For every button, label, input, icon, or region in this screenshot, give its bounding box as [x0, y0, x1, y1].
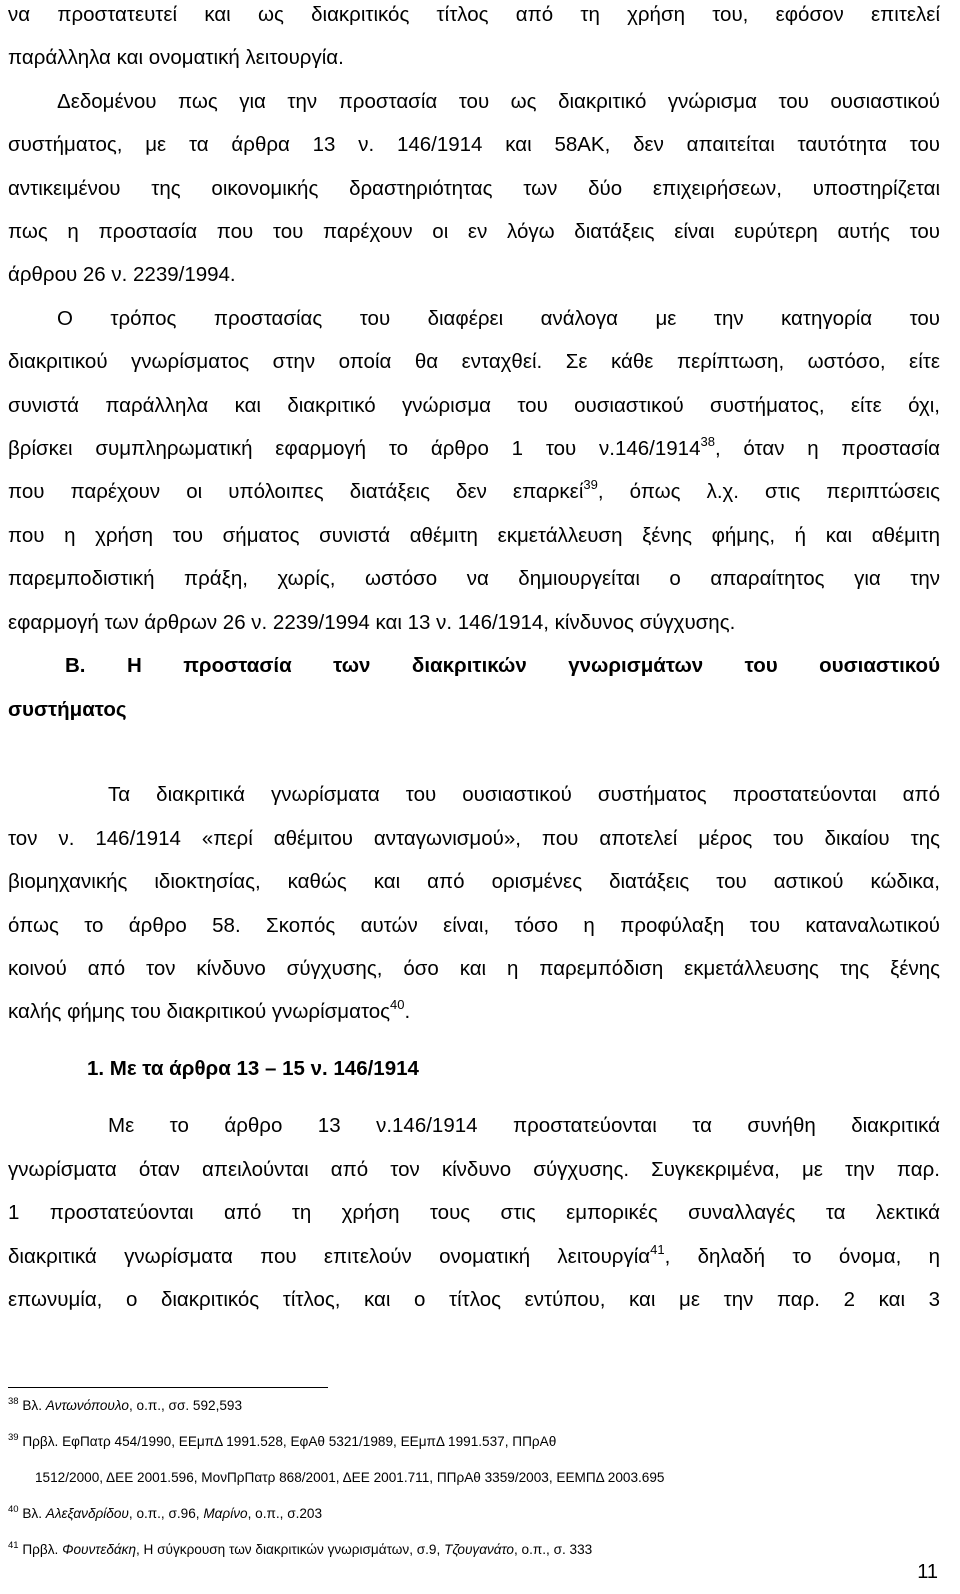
section-heading: Β. Η προστασία των διακριτικών γνωρισμάτων του ουσιαστικού [65, 654, 940, 677]
footnote-ref-41[interactable]: 41 [650, 1242, 665, 1257]
footnote-ref-39[interactable]: 39 [583, 477, 598, 492]
body-text: , όταν η προστασία [714, 437, 941, 460]
footnote-author: Τζουγανάτο [444, 1542, 514, 1557]
footnote-number: 39 [8, 1432, 19, 1443]
footnote-author: Φουντεδάκη [62, 1542, 136, 1557]
body-line: εφαρμογή των άρθρων 26 ν. 2239/1994 και 13 ν. 146/1914, κίνδυνος σύγχυσης. [8, 611, 736, 634]
body-line: συνιστά παράλληλα και διακριτικό γνώρισμα του ουσιαστικού συστήματος, είτε όχι, [8, 394, 940, 417]
footnote-text: , ο.π., σ.96, [128, 1506, 204, 1521]
body-line: Με το άρθρο 13 ν.146/1914 προστατεύονται τα συνήθη διακριτικά [108, 1114, 940, 1137]
body-line: άρθρου 26 ν. 2239/1994. [8, 263, 236, 286]
body-line: τον ν. 146/1914 «περί αθέμιτου ανταγωνισμού», που αποτελεί μέρος του δικαίου της [8, 827, 940, 850]
body-line: συστήματος, με τα άρθρα 13 ν. 146/1914 και 58ΑΚ, δεν απαιτείται ταυτότητα του [8, 133, 940, 156]
footnote-number: 40 [8, 1504, 19, 1515]
body-line [8, 1242, 940, 1269]
footnote-38 [8, 1397, 242, 1414]
body-line: Τα διακριτικά γνωρίσματα του ουσιαστικού συστήματος προστατεύονται από [108, 783, 940, 806]
footnote-author: Μαρίνο [203, 1506, 248, 1521]
body-line: όπως το άρθρο 58. Σκοπός αυτών είναι, τόσο η προφύλαξη του καταναλωτικού [8, 914, 940, 937]
footnote-author: Αντωνόπουλο [45, 1398, 129, 1413]
body-line: 1 προστατεύονται από τη χρήση τους στις εμπορικές συναλλαγές τα λεκτικά [8, 1201, 940, 1224]
footnote-number: 38 [8, 1396, 19, 1407]
footnote-text: Βλ. [18, 1506, 46, 1521]
footnote-text: , ο.π., σσ. 592,593 [128, 1398, 243, 1413]
footnote-text: Βλ. [18, 1398, 46, 1413]
footnote-text: , Η σύγκρουση των διακριτικών γνωρισμάτων, σ.9, [136, 1542, 445, 1557]
body-line: παράλληλα και ονοματική λειτουργία. [8, 46, 344, 69]
body-line: αντικειμένου της οικονομικής δραστηριότητας των δύο επιχειρήσεων, υποστηρίζεται [8, 177, 940, 200]
subsection-heading: 1. Με τα άρθρα 13 – 15 ν. 146/1914 [87, 1057, 419, 1080]
body-text: , όπως λ.χ. στις περιπτώσεις [597, 480, 940, 503]
body-line: που η χρήση του σήματος συνιστά αθέμιτη εκμετάλλευση ξένης φήμης, ή και αθέμιτη [8, 524, 940, 547]
body-text: καλής φήμης του διακριτικού γνωρίσματος [8, 1000, 391, 1023]
page-number: 11 [917, 1561, 938, 1583]
section-heading-cont: συστήματος [8, 698, 127, 721]
footnote-39-cont: 1512/2000, ΔΕΕ 2001.596, ΜονΠρΠατρ 868/2001, ΔΕΕ 2001.711, ΠΠρΑθ 3359/2003, ΕΕΜΠΔ 2003.695 [35, 1470, 665, 1485]
body-line: Δεδομένου πως για την προστασία του ως διακριτικό γνώρισμα του ουσιαστικού [57, 90, 940, 113]
body-line [8, 434, 941, 461]
footnote-ref-38[interactable]: 38 [700, 434, 715, 449]
body-line [8, 997, 940, 1024]
body-line: παρεμποδιστική πράξη, χωρίς, ωστόσο να δημιουργείται ο απαραίτητος για την [8, 567, 940, 590]
footnote-text: , ο.π., σ. 333 [513, 1542, 593, 1557]
footnote-40 [8, 1505, 322, 1522]
body-line: πως η προστασία που του παρέχουν οι εν λόγω διατάξεις είναι ευρύτερη αυτής του [8, 220, 940, 243]
footnote-author: Αλεξανδρίδου [45, 1506, 129, 1521]
footnote-39 [8, 1433, 556, 1450]
footnote-separator [8, 1387, 328, 1388]
footnote-text: Πρβλ. ΕφΠατρ 454/1990, ΕΕμπΔ 1991.528, ΕφΑθ 5321/1989, ΕΕμπΔ 1991.537, ΠΠρΑθ [18, 1434, 557, 1449]
body-line: διακριτικού γνωρίσματος στην οποία θα ενταχθεί. Σε κάθε περίπτωση, ωστόσο, είτε [8, 350, 940, 373]
footnote-ref-40[interactable]: 40 [390, 997, 405, 1012]
body-text: βρίσκει συμπληρωματική εφαρμογή το άρθρο 1 του ν.146/1914 [8, 437, 701, 460]
footnote-text: , ο.π., σ.203 [247, 1506, 323, 1521]
body-line: γνωρίσματα όταν απειλούνται από τον κίνδυνο σύγχυσης. Συγκεκριμένα, με την παρ. [8, 1158, 940, 1181]
body-text: , δηλαδή το όνομα, η [664, 1245, 940, 1268]
body-text: που παρέχουν οι υπόλοιπες διατάξεις δεν επαρκεί [8, 480, 584, 503]
body-line: επωνυμία, ο διακριτικός τίτλος, και ο τίτλος εντύπου, και με την παρ. 2 και 3 [8, 1288, 940, 1311]
footnote-number: 41 [8, 1540, 19, 1551]
body-line: βιομηχανικής ιδιοκτησίας, καθώς και από ορισμένες διατάξεις του αστικού κώδικα, [8, 870, 940, 893]
body-line: κοινού από τον κίνδυνο σύγχυσης, όσο και η παρεμπόδιση εκμετάλλευσης της ξένης [8, 957, 940, 980]
body-text: . [404, 1000, 411, 1023]
body-line: να προστατευτεί και ως διακριτικός τίτλος από τη χρήση του, εφόσον επιτελεί [8, 3, 940, 26]
body-line: Ο τρόπος προστασίας του διαφέρει ανάλογα με την κατηγορία του [57, 307, 940, 330]
footnote-text: Πρβλ. [18, 1542, 63, 1557]
body-line [8, 477, 940, 504]
body-text: διακριτικά γνωρίσματα που επιτελούν ονοματική λειτουργία [8, 1245, 651, 1268]
footnote-41 [8, 1541, 592, 1558]
